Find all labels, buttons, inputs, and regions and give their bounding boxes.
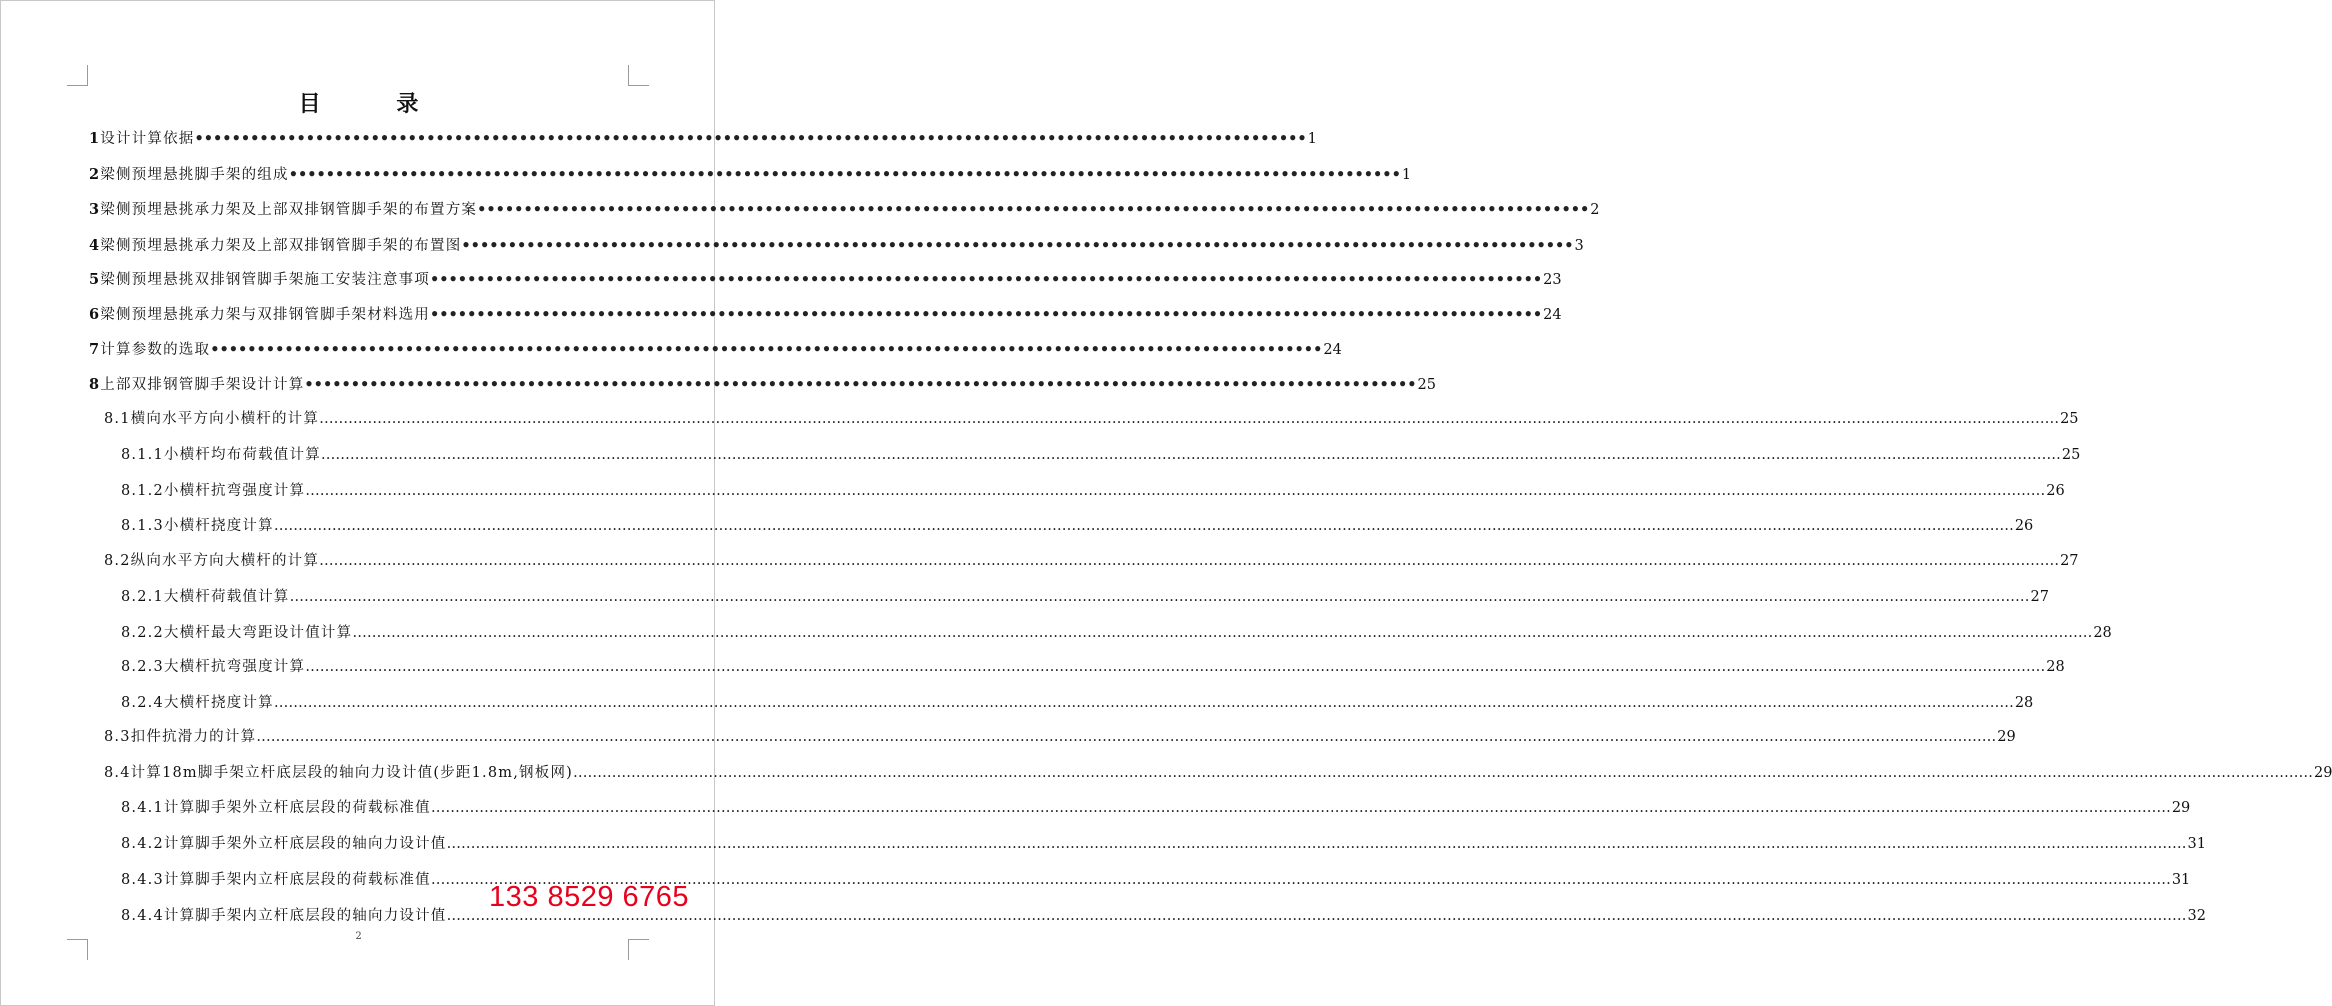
- toc-dot-leader: ………………………………………………………………………………………………………………………………………………………………………………………………………………………………………………………………………………………………………………………………: [319, 411, 2060, 427]
- crop-mark-bottom-left: [67, 939, 88, 960]
- toc-title: 目 录: [298, 91, 453, 117]
- toc-entry-number: 3: [89, 201, 101, 218]
- toc-entry-label: 大横杆荷载值计算: [163, 589, 290, 605]
- toc-entry-label: 上部双排钢管脚手架设计计算: [100, 377, 305, 393]
- toc-entry-number: 8.2.3: [121, 659, 164, 675]
- toc-dot-leader: ………………………………………………………………………………………………………………………………………………………………………………………………………………………………………………………………………………………………………………………………: [305, 483, 2046, 499]
- crop-mark-bottom-right: [628, 939, 649, 960]
- toc-entry[interactable]: [89, 192, 1600, 228]
- toc-entry-label: 大横杆抗弯强度计算: [163, 659, 306, 675]
- toc-entry[interactable]: [89, 367, 1436, 403]
- toc-entry[interactable]: [121, 615, 2112, 651]
- toc-entry-number: 4: [89, 237, 101, 254]
- toc-entry[interactable]: [89, 157, 1412, 193]
- toc-entry-page: 3: [1574, 238, 1584, 254]
- toc-entry-page: 1: [1401, 167, 1412, 183]
- toc-entry[interactable]: [104, 401, 2079, 437]
- toc-entry-label: 小横杆均布荷载值计算: [163, 447, 321, 463]
- toc-dot-leader: ………………………………………………………………………………………………………………………………………………………………………………………………………………………………………………………………………………………………………………………………: [289, 589, 2030, 605]
- toc-entry-label: 计算参数的选取: [100, 342, 211, 358]
- toc-entry-page: 28: [2093, 625, 2112, 641]
- toc-entry-label: 梁侧预埋悬挑承力架与双排钢管脚手架材料选用: [100, 307, 430, 323]
- toc-entry[interactable]: [104, 755, 2332, 791]
- toc-entry-number: 8.2: [104, 553, 131, 569]
- toc-entry-label: 计算脚手架内立杆底层段的轴向力设计值: [163, 908, 447, 924]
- toc-dot-leader: ••••••••••••••••••••••••••••••••••••••••••••••••••••••••••••••••••••••••••••••••••••••••••••••••••••••••••••••••••••••••: [210, 341, 1323, 358]
- toc-entry[interactable]: [121, 649, 2065, 685]
- toc-entry-number: 6: [89, 306, 101, 323]
- toc-dot-leader: ••••••••••••••••••••••••••••••••••••••••••••••••••••••••••••••••••••••••••••••••••••••••••••••••••••••••••••••••••••••••: [430, 271, 1543, 288]
- toc-dot-leader: ………………………………………………………………………………………………………………………………………………………………………………………………………………………………………………………………………………………………………………………………: [573, 765, 2314, 781]
- toc-entry-page: 27: [2060, 553, 2079, 569]
- toc-entry[interactable]: [104, 543, 2079, 579]
- toc-dot-leader: ………………………………………………………………………………………………………………………………………………………………………………………………………………………………………………………………………………………………………………………………: [352, 625, 2093, 641]
- toc-entry-number: 8: [89, 376, 101, 393]
- toc-entry-number: 8.4: [104, 765, 131, 781]
- toc-dot-leader: ………………………………………………………………………………………………………………………………………………………………………………………………………………………………………………………………………………………………………………………………: [273, 518, 2014, 534]
- toc-entry-page: 29: [2171, 800, 2191, 816]
- toc-dot-leader: ………………………………………………………………………………………………………………………………………………………………………………………………………………………………………………………………………………………………………………………………: [273, 695, 2014, 711]
- toc-entry-label: 小横杆抗弯强度计算: [163, 483, 306, 499]
- toc-entry[interactable]: [89, 297, 1562, 333]
- toc-entry-number: 7: [89, 341, 101, 358]
- toc-entry-page: 29: [1997, 729, 2016, 745]
- toc-entry-label: 计算脚手架外立杆底层段的轴向力设计值: [163, 836, 447, 852]
- crop-mark-top-right: [628, 65, 649, 86]
- toc-dot-leader: ••••••••••••••••••••••••••••••••••••••••••••••••••••••••••••••••••••••••••••••••••••••••••••••••••••••••••••••••••••••••: [288, 166, 1401, 183]
- toc-dot-leader: ••••••••••••••••••••••••••••••••••••••••••••••••••••••••••••••••••••••••••••••••••••••••••••••••••••••••••••••••••••••••: [461, 237, 1574, 254]
- toc-entry-number: 8.2.4: [121, 695, 164, 711]
- toc-entry-label: 梁侧预埋悬挑承力架及上部双排钢管脚手架的布置方案: [100, 202, 478, 218]
- toc-entry-label: 计算脚手架内立杆底层段的荷载标准值: [163, 872, 431, 888]
- toc-dot-leader: ………………………………………………………………………………………………………………………………………………………………………………………………………………………………………………………………………………………………………………………………: [305, 659, 2046, 675]
- toc-dot-leader: ••••••••••••••••••••••••••••••••••••••••••••••••••••••••••••••••••••••••••••••••••••••••••••••••••••••••••••••••••••••••: [430, 306, 1543, 323]
- toc-entry[interactable]: [121, 579, 2049, 615]
- toc-entry-page: 29: [2314, 765, 2332, 781]
- toc-entry[interactable]: [121, 508, 2034, 544]
- toc-entry-label: 小横杆挠度计算: [163, 518, 274, 534]
- toc-entry-label: 纵向水平方向大横杆的计算: [130, 553, 320, 569]
- toc-entry[interactable]: [89, 262, 1562, 298]
- toc-entry-label: 设计计算依据: [100, 131, 195, 147]
- toc-entry-page: 31: [2187, 836, 2206, 852]
- toc-entry-number: 8.1.3: [121, 518, 164, 534]
- toc-entry-label: 梁侧预埋悬挑双排钢管脚手架施工安装注意事项: [100, 272, 430, 288]
- toc-dot-leader: ••••••••••••••••••••••••••••••••••••••••••••••••••••••••••••••••••••••••••••••••••••••••••••••••••••••••••••••••••••••••: [194, 130, 1307, 147]
- toc-entry[interactable]: [104, 719, 2016, 755]
- toc-entry[interactable]: [89, 228, 1584, 264]
- toc-entry-page: 24: [1543, 307, 1562, 323]
- toc-entry-page: 25: [2060, 411, 2079, 427]
- toc-entry-page: 1: [1307, 131, 1317, 147]
- toc-entry[interactable]: [121, 437, 2081, 473]
- toc-entry-number: 1: [89, 130, 101, 147]
- toc-entry-number: 8.4.2: [121, 836, 164, 852]
- toc-entry-number: 8.2.2: [121, 625, 164, 641]
- toc-entry-number: 2: [89, 166, 101, 183]
- toc-entry[interactable]: [121, 826, 2206, 862]
- toc-entry-page: 25: [2061, 447, 2081, 463]
- toc-entry-page: 31: [2171, 872, 2191, 888]
- toc-dot-leader: ………………………………………………………………………………………………………………………………………………………………………………………………………………………………………………………………………………………………………………………………: [446, 836, 2187, 852]
- phone-watermark: 133 8529 6765: [489, 881, 690, 913]
- toc-entry-number: 8.3: [104, 729, 131, 745]
- crop-mark-top-left: [67, 65, 88, 86]
- toc-entry-number: 8.1: [104, 411, 131, 427]
- toc-dot-leader: ………………………………………………………………………………………………………………………………………………………………………………………………………………………………………………………………………………………………………………………………: [430, 872, 2171, 888]
- toc-entry-number: 8.2.1: [121, 589, 164, 605]
- toc-entry-label: 大横杆挠度计算: [163, 695, 274, 711]
- toc-entry-page: 26: [2046, 483, 2065, 499]
- toc-entry-page: 28: [2046, 659, 2065, 675]
- toc-dot-leader: ………………………………………………………………………………………………………………………………………………………………………………………………………………………………………………………………………………………………………………………………: [319, 553, 2060, 569]
- toc-entry-page: 2: [1590, 202, 1600, 218]
- toc-entry-page: 23: [1543, 272, 1562, 288]
- toc-entry-number: 8.4.4: [121, 908, 164, 924]
- toc-entry-page: 25: [1417, 377, 1436, 393]
- toc-entry-page: 28: [2014, 695, 2034, 711]
- toc-dot-leader: ••••••••••••••••••••••••••••••••••••••••••••••••••••••••••••••••••••••••••••••••••••••••••••••••••••••••••••••••••••••••: [477, 201, 1590, 218]
- toc-dot-leader: ………………………………………………………………………………………………………………………………………………………………………………………………………………………………………………………………………………………………………………………………: [320, 447, 2061, 463]
- toc-entry-page: 27: [2030, 589, 2049, 605]
- toc-entry-number: 8.4.1: [121, 800, 164, 816]
- toc-entry[interactable]: [121, 790, 2191, 826]
- toc-entry-label: 计算脚手架外立杆底层段的荷载标准值: [163, 800, 431, 816]
- toc-entry-label: 横向水平方向小横杆的计算: [130, 411, 320, 427]
- toc-entry-page: 26: [2014, 518, 2034, 534]
- toc-dot-leader: ………………………………………………………………………………………………………………………………………………………………………………………………………………………………………………………………………………………………………………………………: [256, 729, 1997, 745]
- toc-dot-leader: ………………………………………………………………………………………………………………………………………………………………………………………………………………………………………………………………………………………………………………………………: [446, 908, 2187, 924]
- toc-entry-number: 8.1.1: [121, 447, 164, 463]
- page-number: 2: [355, 931, 362, 942]
- toc-entry-number: 5: [89, 271, 101, 288]
- toc-entry-label: 梁侧预埋悬挑承力架及上部双排钢管脚手架的布置图: [100, 238, 462, 254]
- toc-dot-leader: ••••••••••••••••••••••••••••••••••••••••••••••••••••••••••••••••••••••••••••••••••••••••••••••••••••••••••••••••••••••••: [304, 376, 1417, 393]
- toc-entry[interactable]: [121, 473, 2065, 509]
- toc-entry[interactable]: [89, 121, 1317, 157]
- toc-entry-label: 计算18m脚手架立杆底层段的轴向力设计值(步距1.8m,钢板网): [130, 765, 574, 781]
- toc-dot-leader: ………………………………………………………………………………………………………………………………………………………………………………………………………………………………………………………………………………………………………………………………: [430, 800, 2171, 816]
- toc-entry-label: 扣件抗滑力的计算: [130, 729, 257, 745]
- toc-entry-number: 8.4.3: [121, 872, 164, 888]
- toc-entry-number: 8.1.2: [121, 483, 164, 499]
- toc-entry[interactable]: [121, 685, 2034, 721]
- toc-entry-label: 梁侧预埋悬挑脚手架的组成: [100, 167, 289, 183]
- toc-entry[interactable]: [89, 332, 1342, 368]
- toc-entry-page: 32: [2187, 908, 2206, 924]
- toc-entry-label: 大横杆最大弯距设计值计算: [163, 625, 353, 641]
- toc-entry-page: 24: [1323, 342, 1342, 358]
